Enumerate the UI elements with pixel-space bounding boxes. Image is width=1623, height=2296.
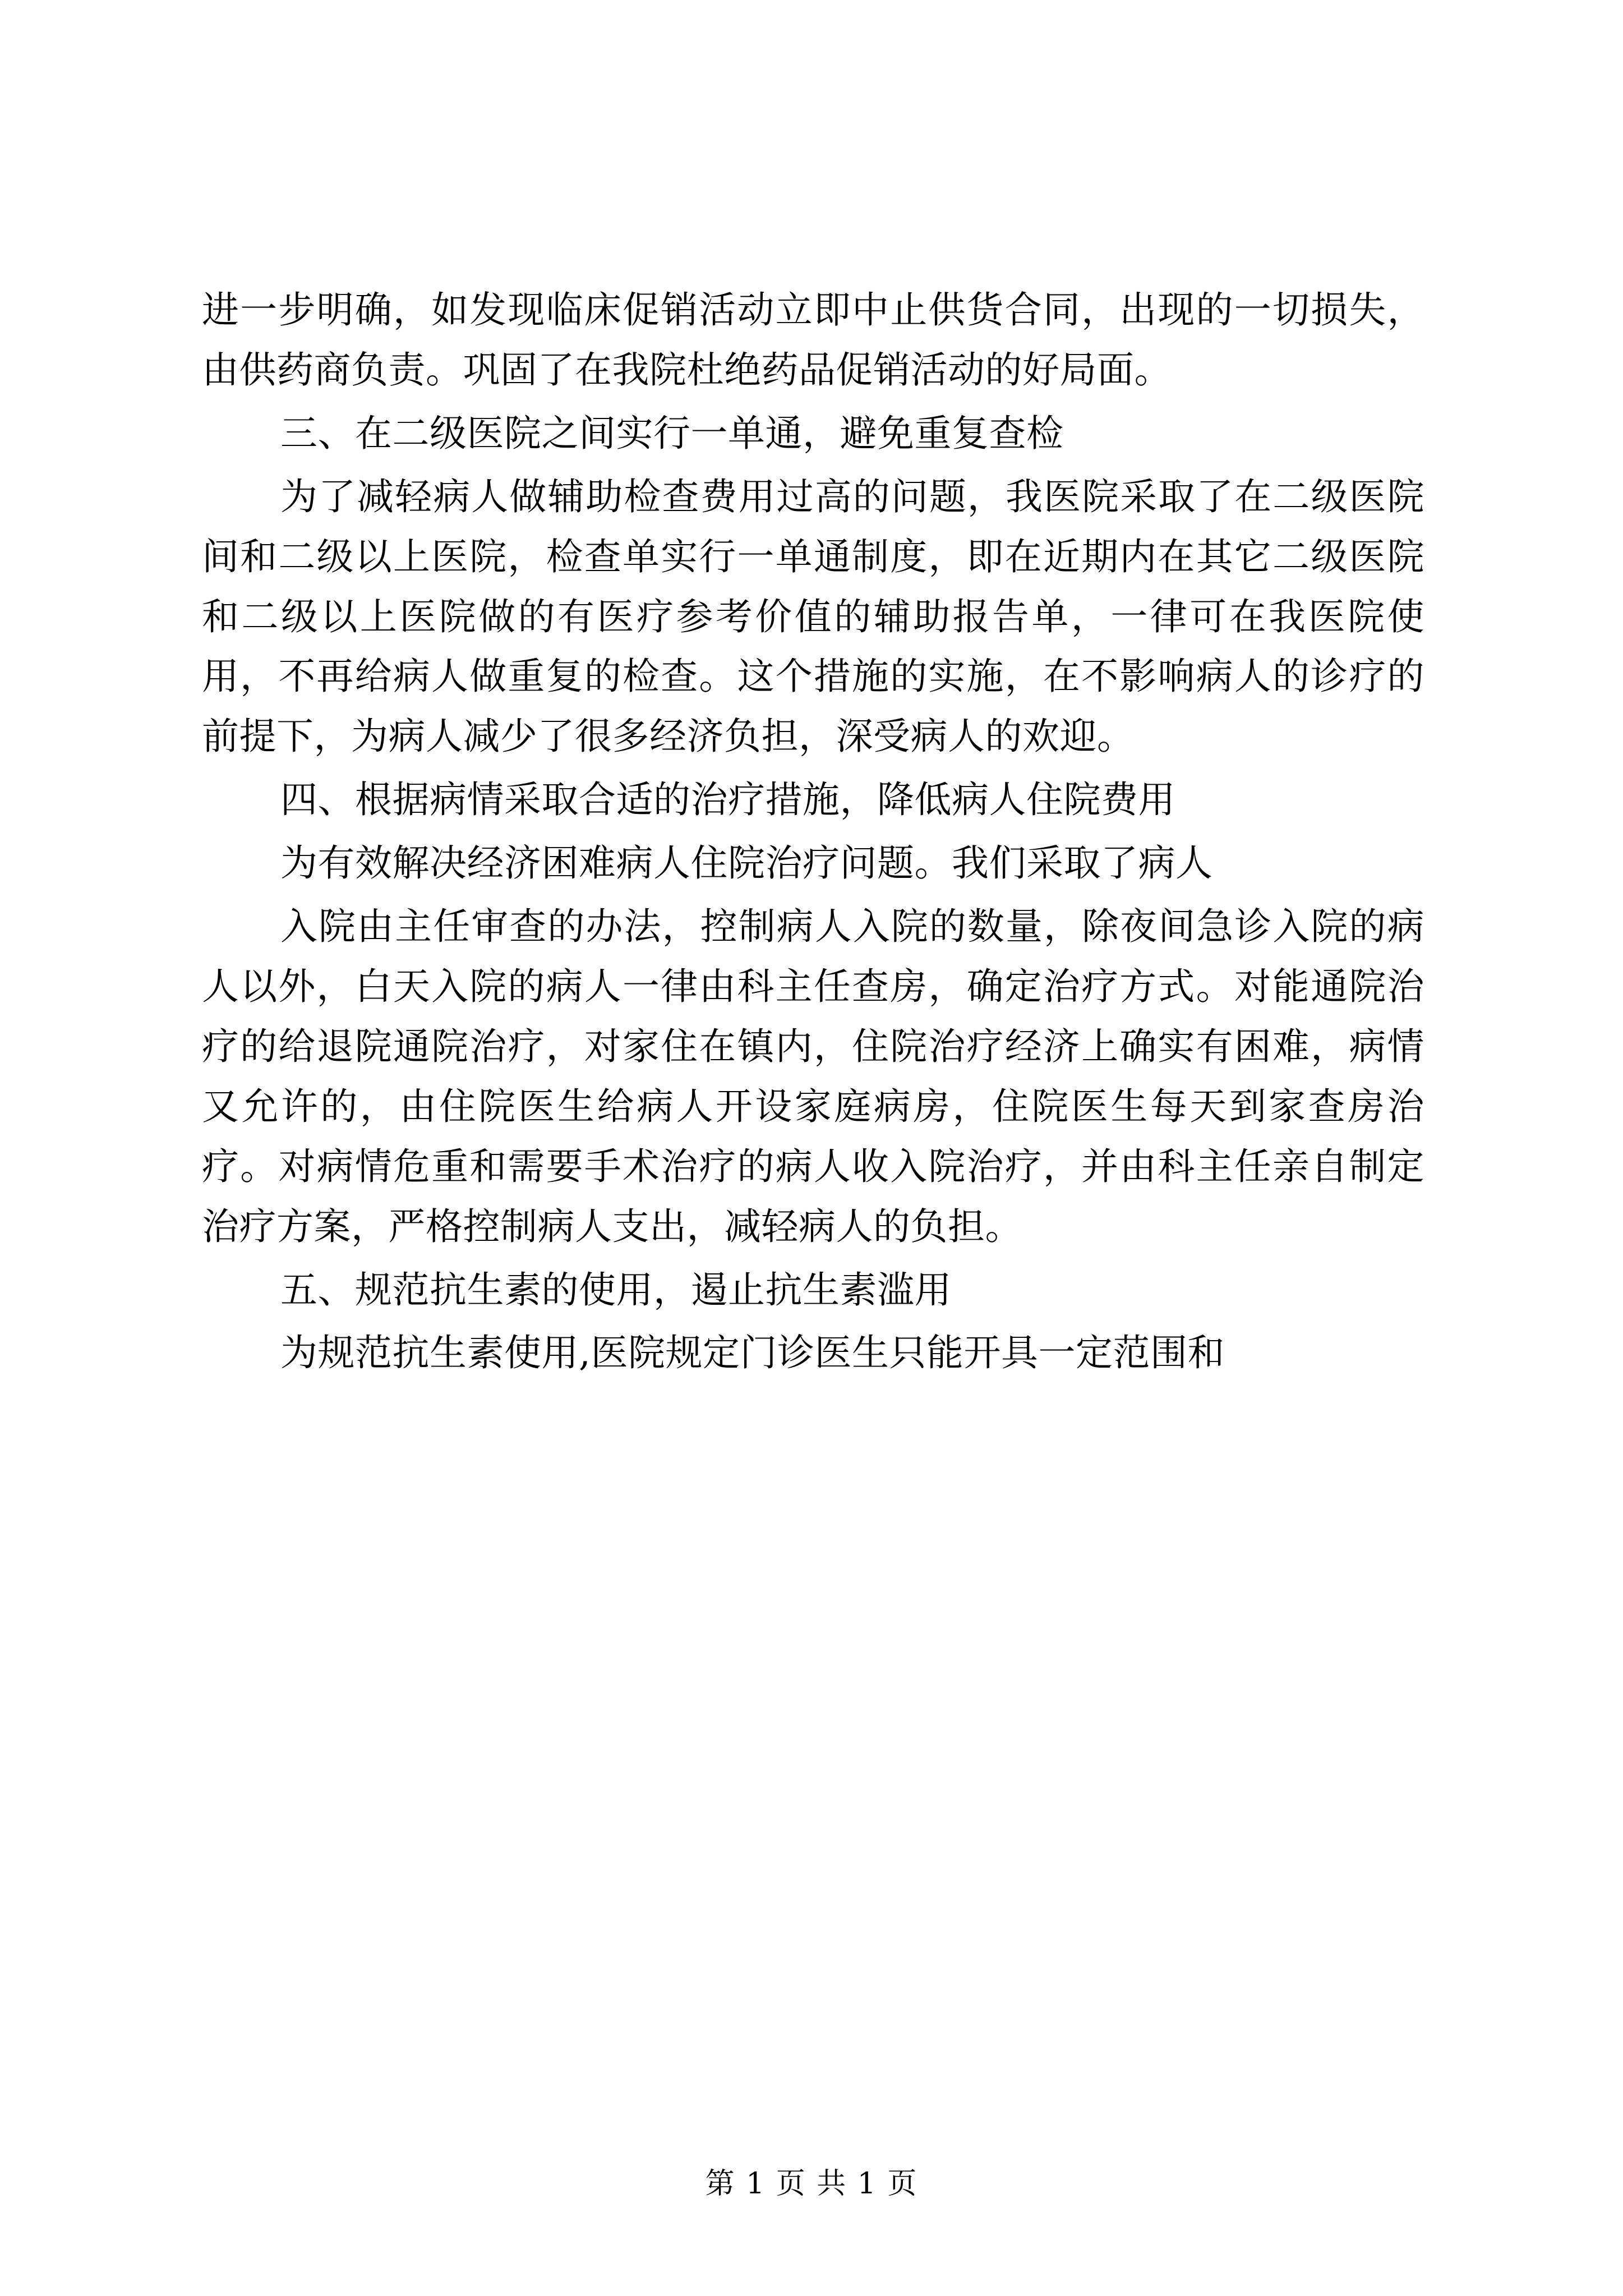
- paragraph: 为了减轻病人做辅助检查费用过高的问题，我医院采取了在二级医院间和二级以上医院，检查单实行一单通制度，即在近期内在其它二级医院和二级以上医院做的有医疗参考价值的辅助报告单，一律可在我医院使用，不再给病人做重复的检查。这个措施的实施，在不影响病人的诊疗的前提下，为病人减少了很多经济负担，深受病人的欢迎。: [202, 475, 1424, 758]
- section-heading-five: 五、规范抗生素的使用，遏止抗生素滥用: [280, 1268, 952, 1312]
- section-heading-four: 四、根据病情采取合适的治疗措施，降低病人住院费用: [280, 778, 1175, 822]
- paragraph: 为有效解决经济困难病人住院治疗问题。我们采取了病人: [280, 841, 1213, 885]
- paragraph: 进一步明确，如发现临床促销活动立即中止供货合同，出现的一切损失，由供药商负责。巩固了在我院杜绝药品促销活动的好局面。: [202, 288, 1424, 392]
- paragraph: 为规范抗生素使用,医院规定门诊医生只能开具一定范围和: [280, 1331, 1225, 1375]
- document-body: [202, 280, 1424, 1387]
- page-footer: 第 1 页 共 1 页: [705, 2167, 918, 2201]
- paragraph: 入院由主任审查的办法，控制病人入院的数量，除夜间急诊入院的病人以外，白天入院的病人一律由科主任查房，确定治疗方式。对能通院治疗的给退院通院治疗，对家住在镇内，住院治疗经济上确实有困难，病情又允许的，由住院医生给病人开设家庭病房，住院医生每天到家查房治疗。对病情危重和需要手术治疗的病人收入院治疗，并由科主任亲自制定治疗方案，严格控制病人支出，减轻病人的负担。: [202, 905, 1424, 1248]
- section-heading-three: 三、在二级医院之间实行一单通，避免重复查检: [280, 411, 1064, 455]
